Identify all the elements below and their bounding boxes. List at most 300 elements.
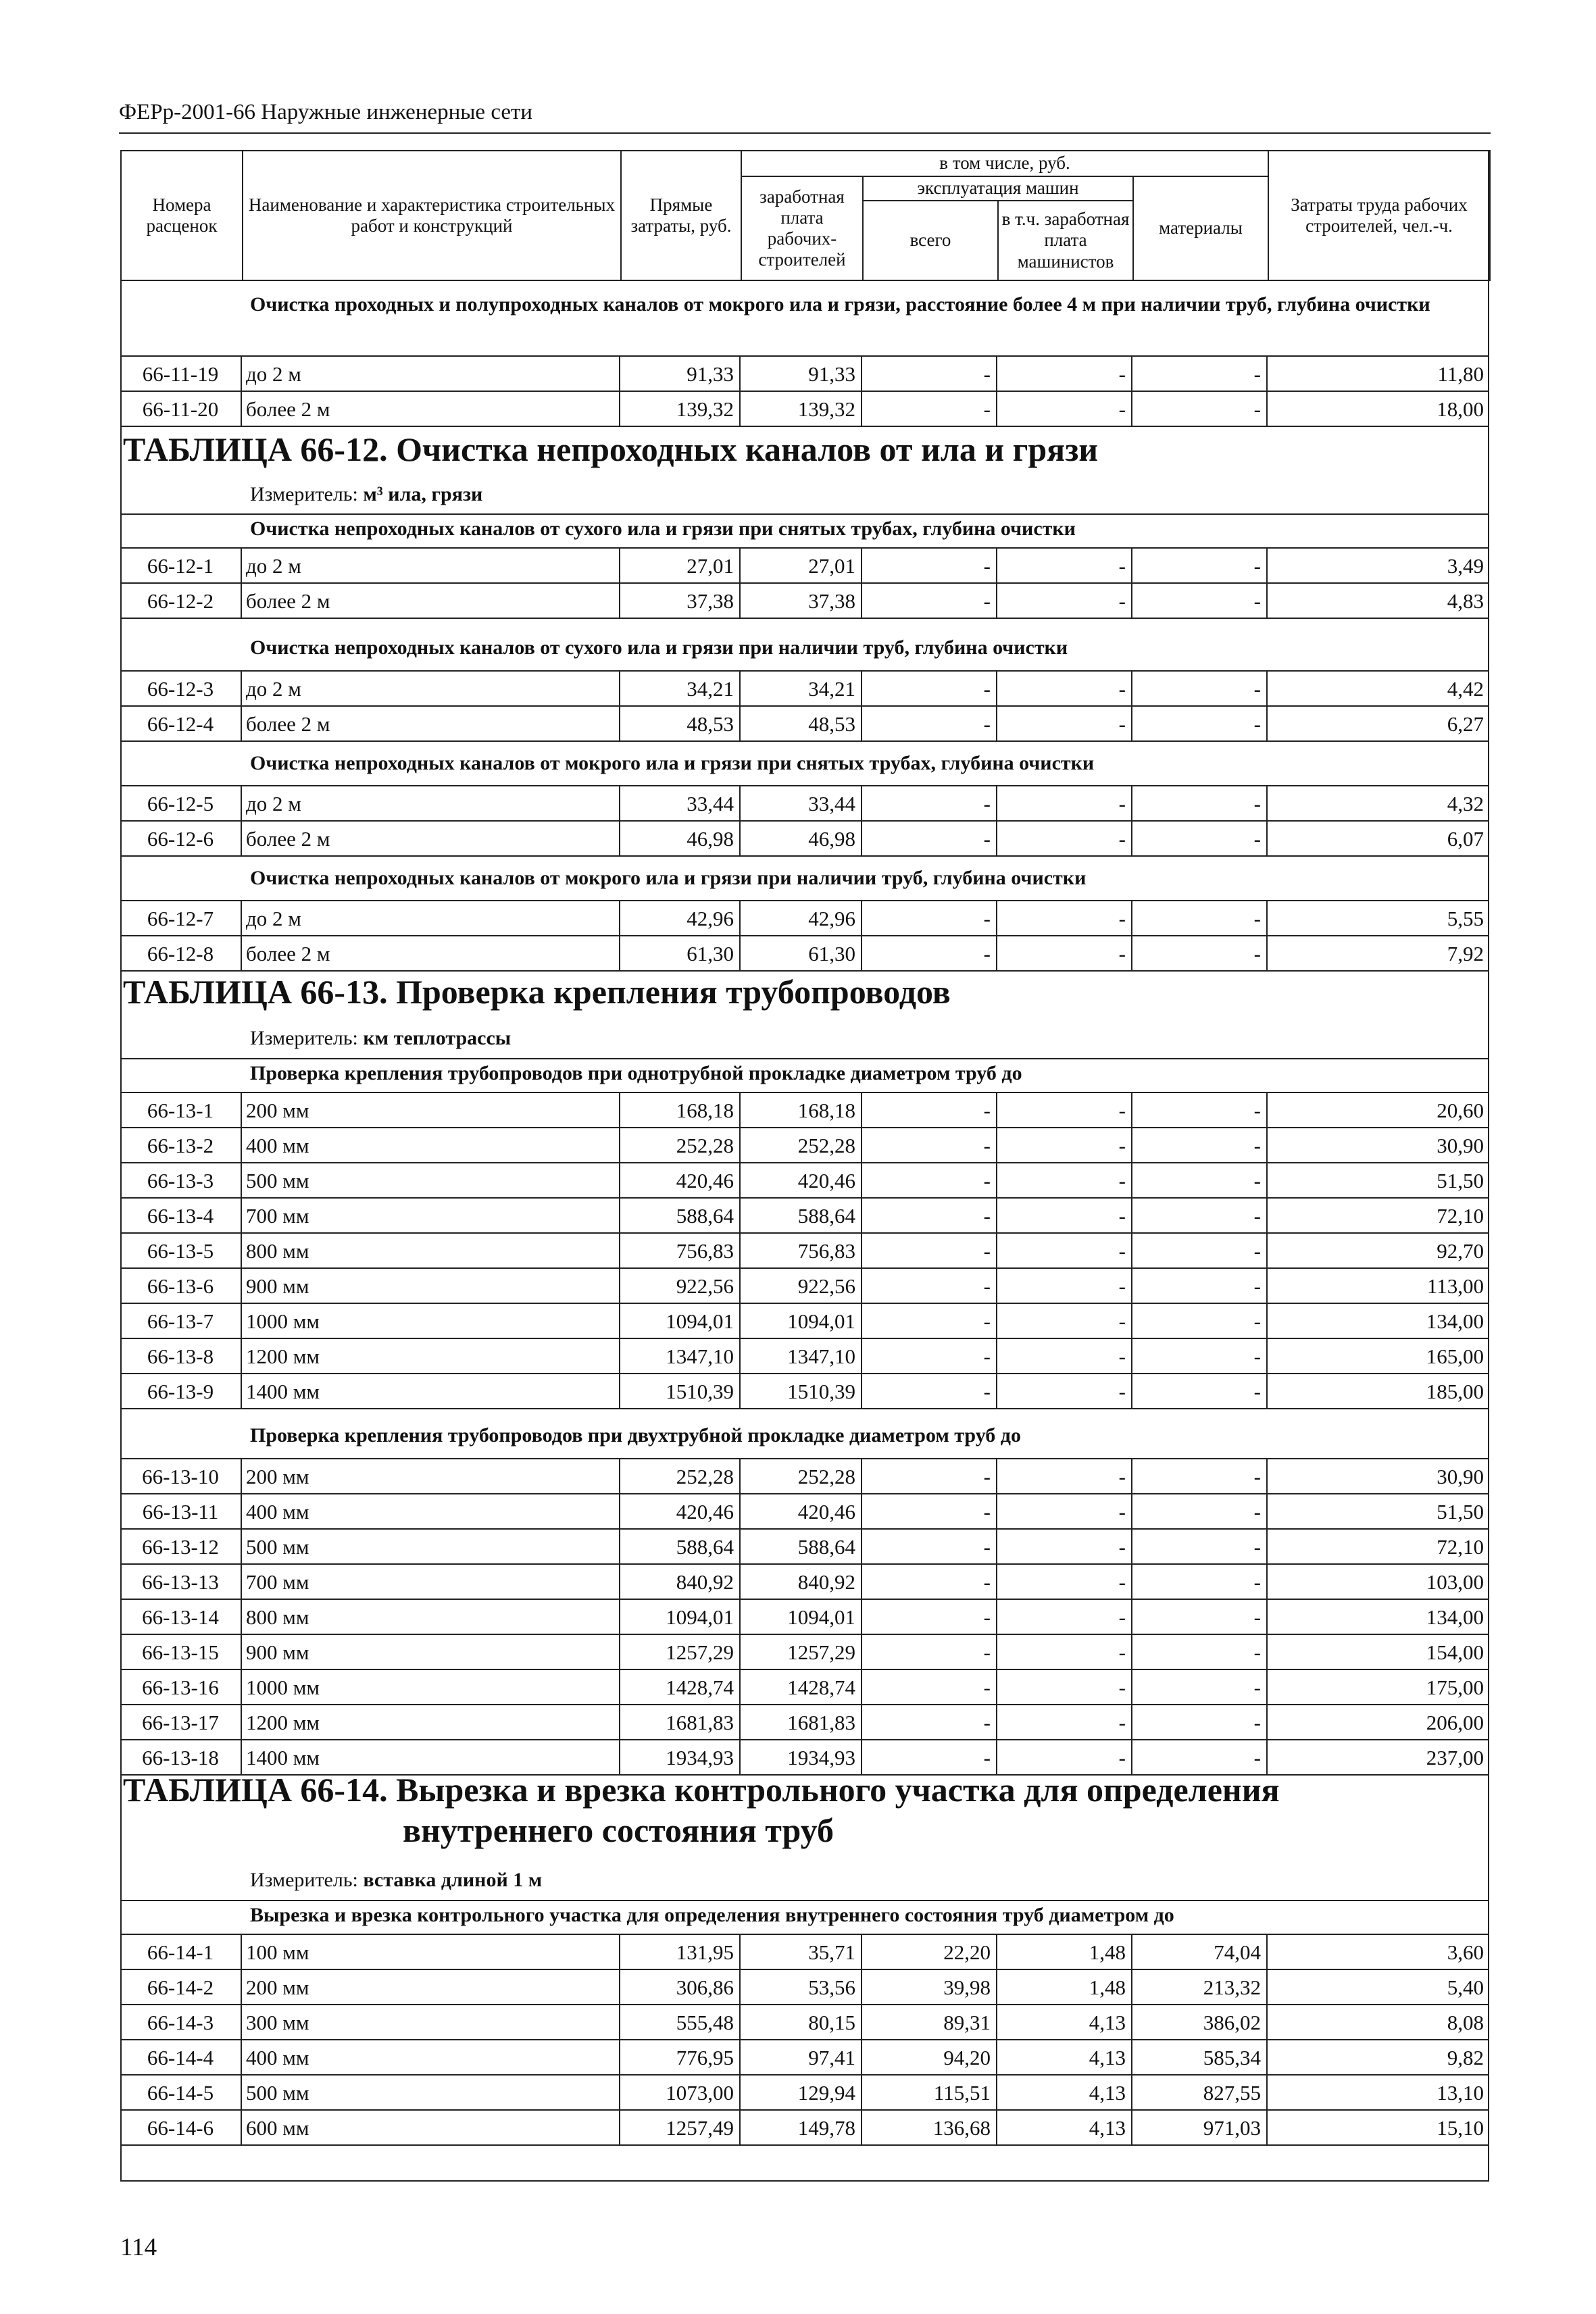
- row-wage: 91,33: [741, 357, 862, 391]
- table-title-line: ТАБЛИЦА 66-12. Очистка непроходных каналов от ила и грязи: [123, 430, 1099, 468]
- row-machines-total: -: [862, 1304, 997, 1338]
- row-direct-costs: 252,28: [620, 1128, 741, 1162]
- row-machinist-wage: -: [997, 822, 1132, 855]
- row-direct-costs: 306,86: [620, 1970, 741, 2004]
- row-name: более 2 м: [242, 392, 620, 426]
- row-direct-costs: 555,48: [620, 2005, 741, 2039]
- row-machines-total: -: [862, 1163, 997, 1197]
- table-row: [120, 901, 1489, 936]
- row-labor: 72,10: [1437, 1204, 1484, 1228]
- row-wage: 139,32: [741, 392, 862, 426]
- row-code: 66-13-10: [120, 1459, 242, 1493]
- row-name: 800 мм: [242, 1600, 620, 1634]
- row-materials: -: [1132, 1304, 1268, 1338]
- row-code: 66-13-17: [120, 1705, 242, 1739]
- row-direct-costs: 1094,01: [620, 1304, 741, 1338]
- row-code: 66-12-2: [120, 584, 242, 618]
- row-wage: 168,18: [741, 1093, 862, 1127]
- row-machinist-wage: 1,48: [997, 1935, 1132, 1969]
- row-wage: 1510,39: [741, 1374, 862, 1408]
- row-direct-costs: 91,33: [620, 357, 741, 391]
- row-name: до 2 м: [242, 901, 620, 935]
- row-direct-costs: 61,30: [620, 936, 741, 970]
- row-machinist-wage: -: [997, 1163, 1132, 1197]
- section-title: Проверка крепления трубопроводов при двухтрубной прокладке диаметром труб до: [250, 1424, 1021, 1447]
- row-direct-costs: 34,21: [620, 672, 741, 705]
- row-name: 1400 мм: [242, 1740, 620, 1774]
- meter-value: м³ ила, грязи: [363, 483, 483, 505]
- row-labor: 134,00: [1426, 1605, 1484, 1629]
- row-name: более 2 м: [242, 584, 620, 618]
- row-code: 66-14-4: [120, 2040, 242, 2074]
- row-name: 200 мм: [242, 1459, 620, 1493]
- row-wage: 129,94: [741, 2076, 862, 2109]
- row-machinist-wage: -: [997, 1234, 1132, 1267]
- table-row: [120, 1269, 1489, 1304]
- row-name: 100 мм: [242, 1935, 620, 1969]
- row-code: 66-13-3: [120, 1163, 242, 1197]
- row-machinist-wage: -: [997, 1530, 1132, 1563]
- section-title: Очистка непроходных каналов от мокрого ила и грязи при снятых трубах, глубина очистки: [250, 752, 1095, 774]
- row-materials: 74,04: [1132, 1935, 1268, 1969]
- row-materials: -: [1132, 1600, 1268, 1634]
- row-name: 800 мм: [242, 1234, 620, 1267]
- header-machines: эксплуатация машин: [863, 176, 1133, 201]
- row-machines-total: -: [862, 822, 997, 855]
- row-materials: -: [1132, 1705, 1268, 1739]
- row-name: более 2 м: [242, 707, 620, 740]
- row-code: 66-13-1: [120, 1093, 242, 1127]
- row-machinist-wage: -: [997, 1128, 1132, 1162]
- row-labor: 72,10: [1437, 1535, 1484, 1559]
- table-row: [120, 1670, 1489, 1705]
- row-wage: 27,01: [741, 549, 862, 582]
- table-row: [120, 1163, 1489, 1199]
- row-labor: 185,00: [1426, 1380, 1484, 1403]
- row-name: до 2 м: [242, 357, 620, 391]
- row-machines-total: -: [862, 357, 997, 391]
- row-wage: 61,30: [741, 936, 862, 970]
- table-row: [120, 1339, 1489, 1374]
- row-machines-total: -: [862, 1565, 997, 1599]
- table-meter: [250, 1027, 511, 1050]
- row-code: 66-13-15: [120, 1635, 242, 1669]
- table-row: [120, 822, 1489, 857]
- row-machinist-wage: 4,13: [997, 2076, 1132, 2109]
- section-title: Вырезка и врезка контрольного участка для определения внутреннего состояния труб диаметром до: [250, 1904, 1174, 1926]
- row-labor: 20,60: [1437, 1099, 1484, 1122]
- row-materials: 213,32: [1132, 1970, 1268, 2004]
- row-name: 400 мм: [242, 2040, 620, 2074]
- row-materials: -: [1132, 1494, 1268, 1528]
- row-materials: -: [1132, 936, 1268, 970]
- row-machines-total: -: [862, 549, 997, 582]
- row-direct-costs: 840,92: [620, 1565, 741, 1599]
- row-code: 66-13-9: [120, 1374, 242, 1408]
- table-row: [120, 549, 1489, 584]
- header-rule: [119, 132, 1491, 134]
- table-row: [120, 1494, 1489, 1530]
- header-including: в том числе, руб.: [741, 151, 1268, 176]
- row-machines-total: -: [862, 707, 997, 740]
- row-labor: 5,40: [1447, 1976, 1484, 1999]
- row-wage: 35,71: [741, 1935, 862, 1969]
- row-direct-costs: 1347,10: [620, 1339, 741, 1373]
- row-machinist-wage: 4,13: [997, 2111, 1132, 2144]
- table-row: [120, 1304, 1489, 1339]
- row-name: 300 мм: [242, 2005, 620, 2039]
- table-row: [120, 936, 1489, 972]
- row-code: 66-13-2: [120, 1128, 242, 1162]
- row-name: 1200 мм: [242, 1339, 620, 1373]
- row-machinist-wage: 4,13: [997, 2040, 1132, 2074]
- row-direct-costs: 1681,83: [620, 1705, 741, 1739]
- table-row: [120, 1199, 1489, 1234]
- row-direct-costs: 37,38: [620, 584, 741, 618]
- row-machinist-wage: -: [997, 672, 1132, 705]
- row-materials: -: [1132, 1128, 1268, 1162]
- row-name: более 2 м: [242, 936, 620, 970]
- row-machinist-wage: -: [997, 357, 1132, 391]
- row-labor: 92,70: [1437, 1239, 1484, 1263]
- row-name: 700 мм: [242, 1565, 620, 1599]
- row-labor: 3,60: [1447, 1940, 1484, 1964]
- row-machinist-wage: -: [997, 1670, 1132, 1704]
- row-labor: 134,00: [1426, 1309, 1484, 1333]
- table-title-line: внутреннего состояния труб: [403, 1811, 834, 1849]
- section-title: Очистка проходных и полупроходных каналов от мокрого ила и грязи, расстояние более 4 м при наличии труб, глубина очистки: [250, 293, 1430, 316]
- row-wage: 252,28: [741, 1459, 862, 1493]
- row-name: до 2 м: [242, 672, 620, 705]
- header-machinist-wage: в т.ч. заработная плата машинистов: [998, 201, 1133, 280]
- row-wage: 149,78: [741, 2111, 862, 2144]
- row-direct-costs: 756,83: [620, 1234, 741, 1267]
- row-machines-total: -: [862, 1374, 997, 1408]
- row-machines-total: -: [862, 1705, 997, 1739]
- row-materials: -: [1132, 1199, 1268, 1232]
- row-machinist-wage: -: [997, 549, 1132, 582]
- row-materials: -: [1132, 822, 1268, 855]
- row-name: 1200 мм: [242, 1705, 620, 1739]
- row-machinist-wage: -: [997, 1199, 1132, 1232]
- row-code: 66-12-6: [120, 822, 242, 855]
- row-direct-costs: 1428,74: [620, 1670, 741, 1704]
- row-code: 66-13-8: [120, 1339, 242, 1373]
- row-direct-costs: 1094,01: [620, 1600, 741, 1634]
- table-row: [120, 357, 1489, 392]
- row-machines-total: -: [862, 392, 997, 426]
- row-machines-total: -: [862, 1635, 997, 1669]
- table-row: [120, 1459, 1489, 1494]
- row-name: 900 мм: [242, 1269, 620, 1303]
- row-wage: 37,38: [741, 584, 862, 618]
- row-wage: 1934,93: [741, 1740, 862, 1774]
- row-name: 500 мм: [242, 2076, 620, 2109]
- row-materials: -: [1132, 1269, 1268, 1303]
- row-machinist-wage: -: [997, 1374, 1132, 1408]
- row-machinist-wage: -: [997, 901, 1132, 935]
- row-code: 66-13-6: [120, 1269, 242, 1303]
- row-materials: -: [1132, 1740, 1268, 1774]
- table-row: [120, 1374, 1489, 1409]
- row-code: 66-11-19: [120, 357, 242, 391]
- table-row: [120, 672, 1489, 707]
- row-code: 66-12-1: [120, 549, 242, 582]
- row-direct-costs: 27,01: [620, 549, 741, 582]
- table-row: [120, 2005, 1489, 2040]
- row-machines-total: -: [862, 901, 997, 935]
- table-row: [120, 2076, 1489, 2111]
- section-title: Очистка непроходных каналов от сухого ила и грязи при наличии труб, глубина очистки: [250, 636, 1068, 659]
- row-direct-costs: 139,32: [620, 392, 741, 426]
- table-row: [120, 1530, 1489, 1565]
- row-machines-total: -: [862, 1093, 997, 1127]
- row-machinist-wage: -: [997, 1459, 1132, 1493]
- row-wage: 588,64: [741, 1199, 862, 1232]
- row-machinist-wage: -: [997, 1740, 1132, 1774]
- table-row: [120, 2111, 1489, 2146]
- row-materials: -: [1132, 1163, 1268, 1197]
- row-machinist-wage: 1,48: [997, 1970, 1132, 2004]
- row-machines-total: -: [862, 1128, 997, 1162]
- row-machines-total: -: [862, 786, 997, 820]
- row-name: 900 мм: [242, 1635, 620, 1669]
- header-machines-total: всего: [863, 201, 998, 280]
- row-direct-costs: 1257,29: [620, 1635, 741, 1669]
- running-head: ФЕРр-2001-66 Наружные инженерные сети: [119, 100, 533, 124]
- row-direct-costs: 1934,93: [620, 1740, 741, 1774]
- row-code: 66-13-4: [120, 1199, 242, 1232]
- row-materials: -: [1132, 392, 1268, 426]
- row-machinist-wage: -: [997, 584, 1132, 618]
- row-code: 66-11-20: [120, 392, 242, 426]
- row-direct-costs: 42,96: [620, 901, 741, 935]
- row-materials: -: [1132, 1565, 1268, 1599]
- row-name: 400 мм: [242, 1128, 620, 1162]
- table-row: [120, 1935, 1489, 1970]
- row-labor: 6,07: [1447, 827, 1484, 851]
- row-materials: -: [1132, 1459, 1268, 1493]
- row-direct-costs: 131,95: [620, 1935, 741, 1969]
- row-labor: 3,49: [1447, 554, 1484, 578]
- row-wage: 53,56: [741, 1970, 862, 2004]
- row-code: 66-14-5: [120, 2076, 242, 2109]
- row-direct-costs: 1510,39: [620, 1374, 741, 1408]
- table-row: [120, 1565, 1489, 1600]
- row-name: более 2 м: [242, 822, 620, 855]
- row-code: 66-12-5: [120, 786, 242, 820]
- row-labor: 154,00: [1426, 1640, 1484, 1664]
- row-machinist-wage: -: [997, 1635, 1132, 1669]
- row-machines-total: -: [862, 1494, 997, 1528]
- row-machines-total: -: [862, 584, 997, 618]
- row-machinist-wage: -: [997, 936, 1132, 970]
- table-title-line: ТАБЛИЦА 66-13. Проверка крепления трубопроводов: [123, 973, 951, 1011]
- row-labor: 6,27: [1447, 712, 1484, 736]
- row-labor: 4,42: [1447, 677, 1484, 701]
- row-labor: 13,10: [1437, 2081, 1484, 2105]
- row-machines-total: 22,20: [862, 1935, 997, 1969]
- section-title: Проверка крепления трубопроводов при однотрубной прокладке диаметром труб до: [250, 1062, 1022, 1084]
- row-materials: -: [1132, 672, 1268, 705]
- row-wage: 840,92: [741, 1565, 862, 1599]
- row-direct-costs: 420,46: [620, 1494, 741, 1528]
- row-wage: 97,41: [741, 2040, 862, 2074]
- row-direct-costs: 1257,49: [620, 2111, 741, 2144]
- row-machinist-wage: -: [997, 1600, 1132, 1634]
- row-labor: 4,83: [1447, 589, 1484, 613]
- row-materials: -: [1132, 1339, 1268, 1373]
- row-materials: -: [1132, 707, 1268, 740]
- table-row: [120, 1128, 1489, 1163]
- row-materials: -: [1132, 786, 1268, 820]
- row-machinist-wage: -: [997, 1093, 1132, 1127]
- header-materials: материалы: [1133, 176, 1268, 280]
- row-machines-total: -: [862, 672, 997, 705]
- meter-label: Измеритель:: [250, 1869, 358, 1891]
- row-code: 66-13-14: [120, 1600, 242, 1634]
- row-labor: 206,00: [1426, 1711, 1484, 1734]
- table-title: [123, 972, 951, 1012]
- row-machines-total: 136,68: [862, 2111, 997, 2144]
- row-wage: 1094,01: [741, 1600, 862, 1634]
- row-machinist-wage: -: [997, 1494, 1132, 1528]
- row-machines-total: -: [862, 1199, 997, 1232]
- row-direct-costs: 252,28: [620, 1459, 741, 1493]
- row-direct-costs: 922,56: [620, 1269, 741, 1303]
- row-labor: 30,90: [1437, 1134, 1484, 1157]
- row-materials: 386,02: [1132, 2005, 1268, 2039]
- row-name: 1000 мм: [242, 1670, 620, 1704]
- row-name: до 2 м: [242, 786, 620, 820]
- row-materials: 585,34: [1132, 2040, 1268, 2074]
- row-machines-total: -: [862, 1234, 997, 1267]
- row-wage: 34,21: [741, 672, 862, 705]
- row-code: 66-12-4: [120, 707, 242, 740]
- row-labor: 4,32: [1447, 792, 1484, 815]
- row-wage: 1257,29: [741, 1635, 862, 1669]
- row-wage: 33,44: [741, 786, 862, 820]
- row-name: 200 мм: [242, 1970, 620, 2004]
- row-code: 66-13-12: [120, 1530, 242, 1563]
- row-machines-total: -: [862, 1600, 997, 1634]
- row-materials: 971,03: [1132, 2111, 1268, 2144]
- table-row: [120, 1600, 1489, 1635]
- row-code: 66-13-11: [120, 1494, 242, 1528]
- row-labor: 5,55: [1447, 907, 1484, 930]
- header-direct-costs: Прямые затраты, руб.: [621, 151, 741, 280]
- table-row: [120, 584, 1489, 619]
- table-meter: [250, 483, 482, 506]
- table-row: [120, 1705, 1489, 1740]
- row-machinist-wage: -: [997, 707, 1132, 740]
- table-row: [120, 1635, 1489, 1670]
- row-machinist-wage: -: [997, 1565, 1132, 1599]
- table-row: [120, 1093, 1489, 1128]
- row-direct-costs: 48,53: [620, 707, 741, 740]
- table-row: [120, 1234, 1489, 1269]
- row-machines-total: 39,98: [862, 1970, 997, 2004]
- table-title: [123, 1769, 1280, 1851]
- table-header: [120, 150, 1491, 281]
- row-machinist-wage: -: [997, 392, 1132, 426]
- table-row: [120, 2040, 1489, 2076]
- row-machines-total: -: [862, 1670, 997, 1704]
- row-code: 66-12-3: [120, 672, 242, 705]
- row-labor: 9,82: [1447, 2046, 1484, 2069]
- row-materials: -: [1132, 357, 1268, 391]
- row-wage: 420,46: [741, 1163, 862, 1197]
- row-name: 600 мм: [242, 2111, 620, 2144]
- row-wage: 1428,74: [741, 1670, 862, 1704]
- row-machinist-wage: -: [997, 786, 1132, 820]
- row-code: 66-13-18: [120, 1740, 242, 1774]
- row-machinist-wage: 4,13: [997, 2005, 1132, 2039]
- row-labor: 113,00: [1426, 1274, 1484, 1298]
- row-labor: 11,80: [1437, 362, 1484, 386]
- row-code: 66-13-13: [120, 1565, 242, 1599]
- row-code: 66-14-1: [120, 1935, 242, 1969]
- meter-label: Измеритель:: [250, 483, 358, 505]
- row-machines-total: -: [862, 1269, 997, 1303]
- row-name: 1000 мм: [242, 1304, 620, 1338]
- row-wage: 252,28: [741, 1128, 862, 1162]
- row-materials: 827,55: [1132, 2076, 1268, 2109]
- row-materials: -: [1132, 1234, 1268, 1267]
- row-direct-costs: 588,64: [620, 1530, 741, 1563]
- row-wage: 42,96: [741, 901, 862, 935]
- row-code: 66-12-7: [120, 901, 242, 935]
- row-wage: 1094,01: [741, 1304, 862, 1338]
- table-row: [120, 1970, 1489, 2005]
- row-wage: 46,98: [741, 822, 862, 855]
- row-wage: 1681,83: [741, 1705, 862, 1739]
- table-title-line: ТАБЛИЦА 66-14. Вырезка и врезка контрольного участка для определения: [123, 1771, 1280, 1809]
- row-machinist-wage: -: [997, 1304, 1132, 1338]
- row-labor: 51,50: [1437, 1500, 1484, 1524]
- table-row: [120, 786, 1489, 822]
- table-row: [120, 392, 1489, 427]
- meter-value: км теплотрассы: [363, 1027, 512, 1049]
- row-labor: 8,08: [1447, 2011, 1484, 2034]
- row-labor: 165,00: [1426, 1344, 1484, 1368]
- row-machinist-wage: -: [997, 1269, 1132, 1303]
- row-labor: 51,50: [1437, 1169, 1484, 1192]
- row-direct-costs: 1073,00: [620, 2076, 741, 2109]
- row-machines-total: -: [862, 1459, 997, 1493]
- row-materials: -: [1132, 901, 1268, 935]
- row-machines-total: -: [862, 1339, 997, 1373]
- row-name: 500 мм: [242, 1163, 620, 1197]
- header-name: Наименование и характеристика строительных работ и конструкций: [243, 151, 621, 280]
- row-labor: 103,00: [1426, 1570, 1484, 1594]
- row-machinist-wage: -: [997, 1705, 1132, 1739]
- row-labor: 7,92: [1447, 942, 1484, 965]
- row-labor: 18,00: [1437, 397, 1484, 421]
- row-machinist-wage: -: [997, 1339, 1132, 1373]
- row-direct-costs: 46,98: [620, 822, 741, 855]
- row-materials: -: [1132, 584, 1268, 618]
- row-materials: -: [1132, 1093, 1268, 1127]
- row-wage: 48,53: [741, 707, 862, 740]
- row-wage: 922,56: [741, 1269, 862, 1303]
- row-machines-total: -: [862, 1740, 997, 1774]
- row-code: 66-14-6: [120, 2111, 242, 2144]
- row-direct-costs: 168,18: [620, 1093, 741, 1127]
- row-machines-total: 89,31: [862, 2005, 997, 2039]
- row-name: до 2 м: [242, 549, 620, 582]
- row-name: 500 мм: [242, 1530, 620, 1563]
